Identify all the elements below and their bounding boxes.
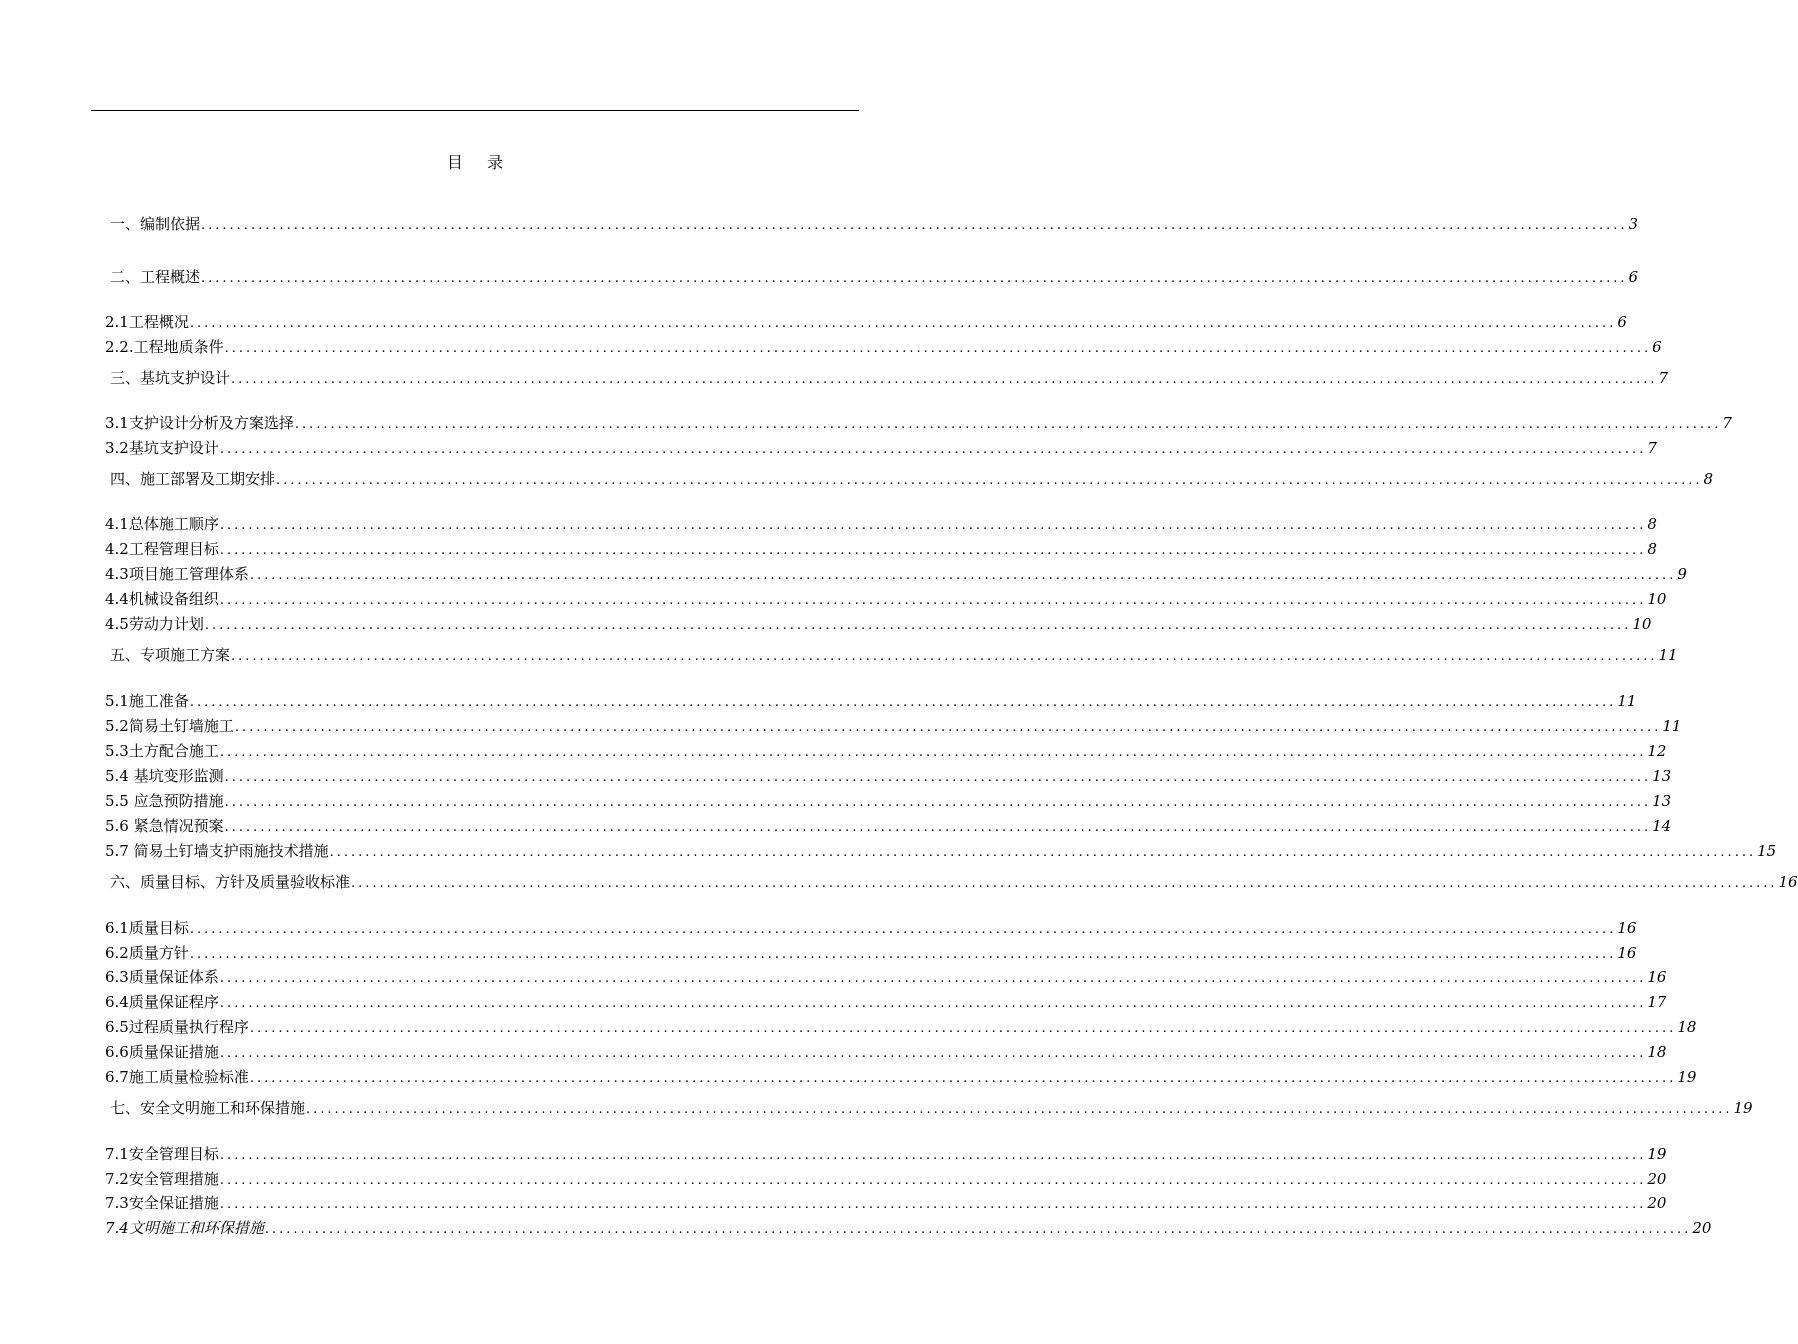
toc-dot-leader: ........................................................................................................................................................................................................ [189, 922, 1617, 937]
toc-dot-leader: ........................................................................................................................................................................................................ [306, 1102, 1733, 1117]
toc-entry-label: 5.3土方配合施工 [105, 742, 219, 760]
toc-entry-label: 三、基坑支护设计 [110, 369, 231, 387]
toc-entry-label: 6.7施工质量检验标准 [105, 1068, 249, 1086]
toc-entry-page: 17 [1647, 993, 1667, 1011]
toc-entry[interactable] [105, 468, 1714, 490]
toc-dot-leader: ........................................................................................................................................................................................................ [224, 341, 1652, 356]
toc-entry-label: 5.1施工准备 [105, 692, 189, 710]
toc-entry-label: 4.5劳动力计划 [105, 615, 204, 633]
toc-entry-page: 7 [1722, 414, 1732, 432]
toc-entry-page: 20 [1647, 1170, 1667, 1188]
toc-entry-page: 18 [1677, 1018, 1697, 1036]
toc-entry-page: 7 [1647, 439, 1657, 457]
toc-entry-label: 2.1工程概况 [105, 313, 189, 331]
toc-entry-label: 七、安全文明施工和环保措施 [110, 1099, 306, 1117]
toc-dot-leader: ........................................................................................................................................................................................................ [189, 316, 1617, 331]
toc-entry-label: 4.4机械设备组织 [105, 590, 219, 608]
toc-entry-page: 19 [1733, 1099, 1753, 1117]
toc-dot-leader: ........................................................................................................................................................................................................ [231, 372, 1658, 387]
toc-entry-label: 五、专项施工方案 [110, 646, 231, 664]
toc-entry-page: 19 [1677, 1068, 1697, 1086]
toc-dot-leader: ........................................................................................................................................................................................................ [249, 1021, 1677, 1036]
toc-dot-leader: ........................................................................................................................................................................................................ [276, 473, 1703, 488]
toc-entry-page: 16 [1617, 944, 1637, 962]
toc-entry-page: 9 [1677, 565, 1687, 583]
toc-entry[interactable] [105, 942, 1637, 964]
toc-entry-label: 二、工程概述 [110, 268, 201, 286]
toc-entry[interactable] [105, 1217, 1712, 1239]
toc-dot-leader: ........................................................................................................................................................................................................ [224, 820, 1652, 835]
toc-entry-page: 20 [1692, 1219, 1712, 1237]
toc-entry-page: 16 [1617, 919, 1637, 937]
toc-dot-leader: ........................................................................................................................................................................................................ [219, 442, 1647, 457]
toc-entry-label: 四、施工部署及工期安排 [110, 470, 276, 488]
toc-entry-page: 20 [1647, 1194, 1667, 1212]
toc-dot-leader: ........................................................................................................................................................................................................ [219, 1197, 1647, 1212]
toc-entry[interactable] [105, 588, 1667, 610]
toc-dot-leader: ........................................................................................................................................................................................................ [249, 568, 1677, 583]
toc-entry-page: 8 [1647, 515, 1657, 533]
toc-entry[interactable] [105, 690, 1637, 712]
toc-entry[interactable] [105, 1143, 1667, 1165]
toc-entry-page: 18 [1647, 1043, 1667, 1061]
toc-entry-page: 10 [1632, 615, 1652, 633]
toc-dot-leader: ........................................................................................................................................................................................................ [204, 618, 1632, 633]
toc-dot-leader: ........................................................................................................................................................................................................ [351, 876, 1778, 891]
toc-entry-page: 3 [1628, 215, 1639, 233]
toc-entry-page: 19 [1647, 1145, 1667, 1163]
toc-entry-label: 3.1支护设计分析及方案选择 [105, 414, 294, 432]
toc-entry-page: 13 [1652, 767, 1672, 785]
toc-entry-page: 14 [1652, 817, 1672, 835]
toc-entry[interactable] [105, 740, 1667, 762]
toc-entry-label: 6.5过程质量执行程序 [105, 1018, 249, 1036]
toc-dot-leader: ........................................................................................................................................................................................................ [219, 1046, 1647, 1061]
toc-entry-page: 16 [1778, 873, 1798, 891]
toc-entry-label: 4.3项目施工管理体系 [105, 565, 249, 583]
toc-entry-page: 8 [1647, 540, 1657, 558]
toc-entry-page: 7 [1658, 369, 1669, 387]
toc-entry-page: 6 [1652, 338, 1662, 356]
toc-entry-label: 6.3质量保证体系 [105, 968, 219, 986]
toc-entry[interactable] [105, 311, 1627, 333]
toc-entry-page: 12 [1647, 742, 1667, 760]
toc-dot-leader: ........................................................................................................................................................................................................ [294, 417, 1722, 432]
toc-dot-leader: ........................................................................................................................................................................................................ [219, 971, 1647, 986]
toc-entry-page: 10 [1647, 590, 1667, 608]
toc-entry-label: 3.2基坑支护设计 [105, 439, 219, 457]
toc-entry-label: 5.2简易土钉墙施工 [105, 717, 234, 735]
toc-entry-page: 16 [1647, 968, 1667, 986]
toc-entry[interactable] [105, 1066, 1697, 1088]
toc-entry[interactable] [105, 966, 1667, 988]
toc-entry[interactable] [105, 213, 1639, 235]
toc-entry[interactable] [105, 336, 1662, 358]
toc-entry[interactable] [105, 1097, 1753, 1119]
toc-entry[interactable] [105, 815, 1672, 837]
toc-entry-page: 6 [1628, 268, 1639, 286]
toc-dot-leader: ........................................................................................................................................................................................................ [201, 218, 1628, 233]
toc-dot-leader: ........................................................................................................................................................................................................ [189, 695, 1617, 710]
toc-entry-label: 6.4质量保证程序 [105, 993, 219, 1011]
toc-entry[interactable] [105, 563, 1687, 585]
toc-entry[interactable] [105, 644, 1678, 666]
toc-dot-leader: ........................................................................................................................................................................................................ [224, 795, 1652, 810]
toc-entry[interactable] [105, 538, 1657, 560]
toc-entry[interactable] [105, 266, 1639, 288]
toc-entry-page: 15 [1757, 842, 1777, 860]
toc-dot-leader: ........................................................................................................................................................................................................ [231, 649, 1658, 664]
toc-dot-leader: ........................................................................................................................................................................................................ [329, 845, 1757, 860]
toc-entry[interactable] [105, 437, 1657, 459]
toc-entry-label: 5.6 紧急情况预案 [105, 817, 224, 835]
toc-entry[interactable] [105, 613, 1652, 635]
toc-entry-label: 7.1安全管理目标 [105, 1145, 219, 1163]
toc-entry[interactable] [105, 790, 1672, 812]
toc-entry[interactable] [105, 1041, 1667, 1063]
toc-entry[interactable] [105, 367, 1669, 389]
toc-entry[interactable] [105, 917, 1637, 939]
toc-dot-leader: ........................................................................................................................................................................................................ [219, 543, 1647, 558]
toc-entry-label: 7.4文明施工和环保措施 [105, 1219, 264, 1237]
toc-entry[interactable] [105, 840, 1777, 862]
toc-entry[interactable] [105, 412, 1732, 434]
toc-dot-leader: ........................................................................................................................................................................................................ [189, 947, 1617, 962]
toc-entry[interactable] [105, 513, 1657, 535]
toc-entry-label: 6.2质量方针 [105, 944, 189, 962]
toc-title: 目 录 [446, 153, 513, 172]
toc-dot-leader: ........................................................................................................................................................................................................ [201, 271, 1628, 286]
toc-entry-label: 2.2.工程地质条件 [105, 338, 224, 356]
toc-entry[interactable] [105, 991, 1667, 1013]
toc-entry-page: 8 [1703, 470, 1714, 488]
toc-entry-label: 5.4 基坑变形监测 [105, 767, 224, 785]
toc-entry-label: 6.6质量保证措施 [105, 1043, 219, 1061]
toc-entry-page: 6 [1617, 313, 1627, 331]
toc-entry-label: 6.1质量目标 [105, 919, 189, 937]
toc-entry-label: 六、质量目标、方针及质量验收标准 [110, 873, 351, 891]
toc-dot-leader: ........................................................................................................................................................................................................ [219, 1148, 1647, 1163]
toc-dot-leader: ........................................................................................................................................................................................................ [249, 1071, 1677, 1086]
toc-entry[interactable] [105, 715, 1682, 737]
toc-entry-label: 一、编制依据 [110, 215, 201, 233]
toc-dot-leader: ........................................................................................................................................................................................................ [219, 996, 1647, 1011]
toc-entry-label: 7.2安全管理措施 [105, 1170, 219, 1188]
toc-entry[interactable] [105, 765, 1672, 787]
toc-entry-label: 4.2工程管理目标 [105, 540, 219, 558]
toc-entry-page: 11 [1617, 692, 1637, 710]
toc-entry-label: 4.1总体施工顺序 [105, 515, 219, 533]
toc-dot-leader: ........................................................................................................................................................................................................ [234, 720, 1662, 735]
toc-entry-page: 11 [1662, 717, 1682, 735]
toc-entry-label: 5.7 简易土钉墙支护雨施技术措施 [105, 842, 329, 860]
toc-entry-page: 13 [1652, 792, 1672, 810]
toc-dot-leader: ........................................................................................................................................................................................................ [264, 1222, 1692, 1237]
toc-entry[interactable] [105, 1192, 1667, 1214]
toc-entry-label: 7.3安全保证措施 [105, 1194, 219, 1212]
toc-entry[interactable] [105, 1016, 1697, 1038]
toc-entry[interactable] [105, 871, 1798, 893]
toc-entry-page: 11 [1658, 646, 1678, 664]
header-rule [91, 110, 859, 111]
toc-dot-leader: ........................................................................................................................................................................................................ [224, 770, 1652, 785]
toc-entry-label: 5.5 应急预防措施 [105, 792, 224, 810]
toc-dot-leader: ........................................................................................................................................................................................................ [219, 593, 1647, 608]
toc-dot-leader: ........................................................................................................................................................................................................ [219, 518, 1647, 533]
toc-dot-leader: ........................................................................................................................................................................................................ [219, 745, 1647, 760]
toc-dot-leader: ........................................................................................................................................................................................................ [219, 1173, 1647, 1188]
toc-entry[interactable] [105, 1168, 1667, 1190]
